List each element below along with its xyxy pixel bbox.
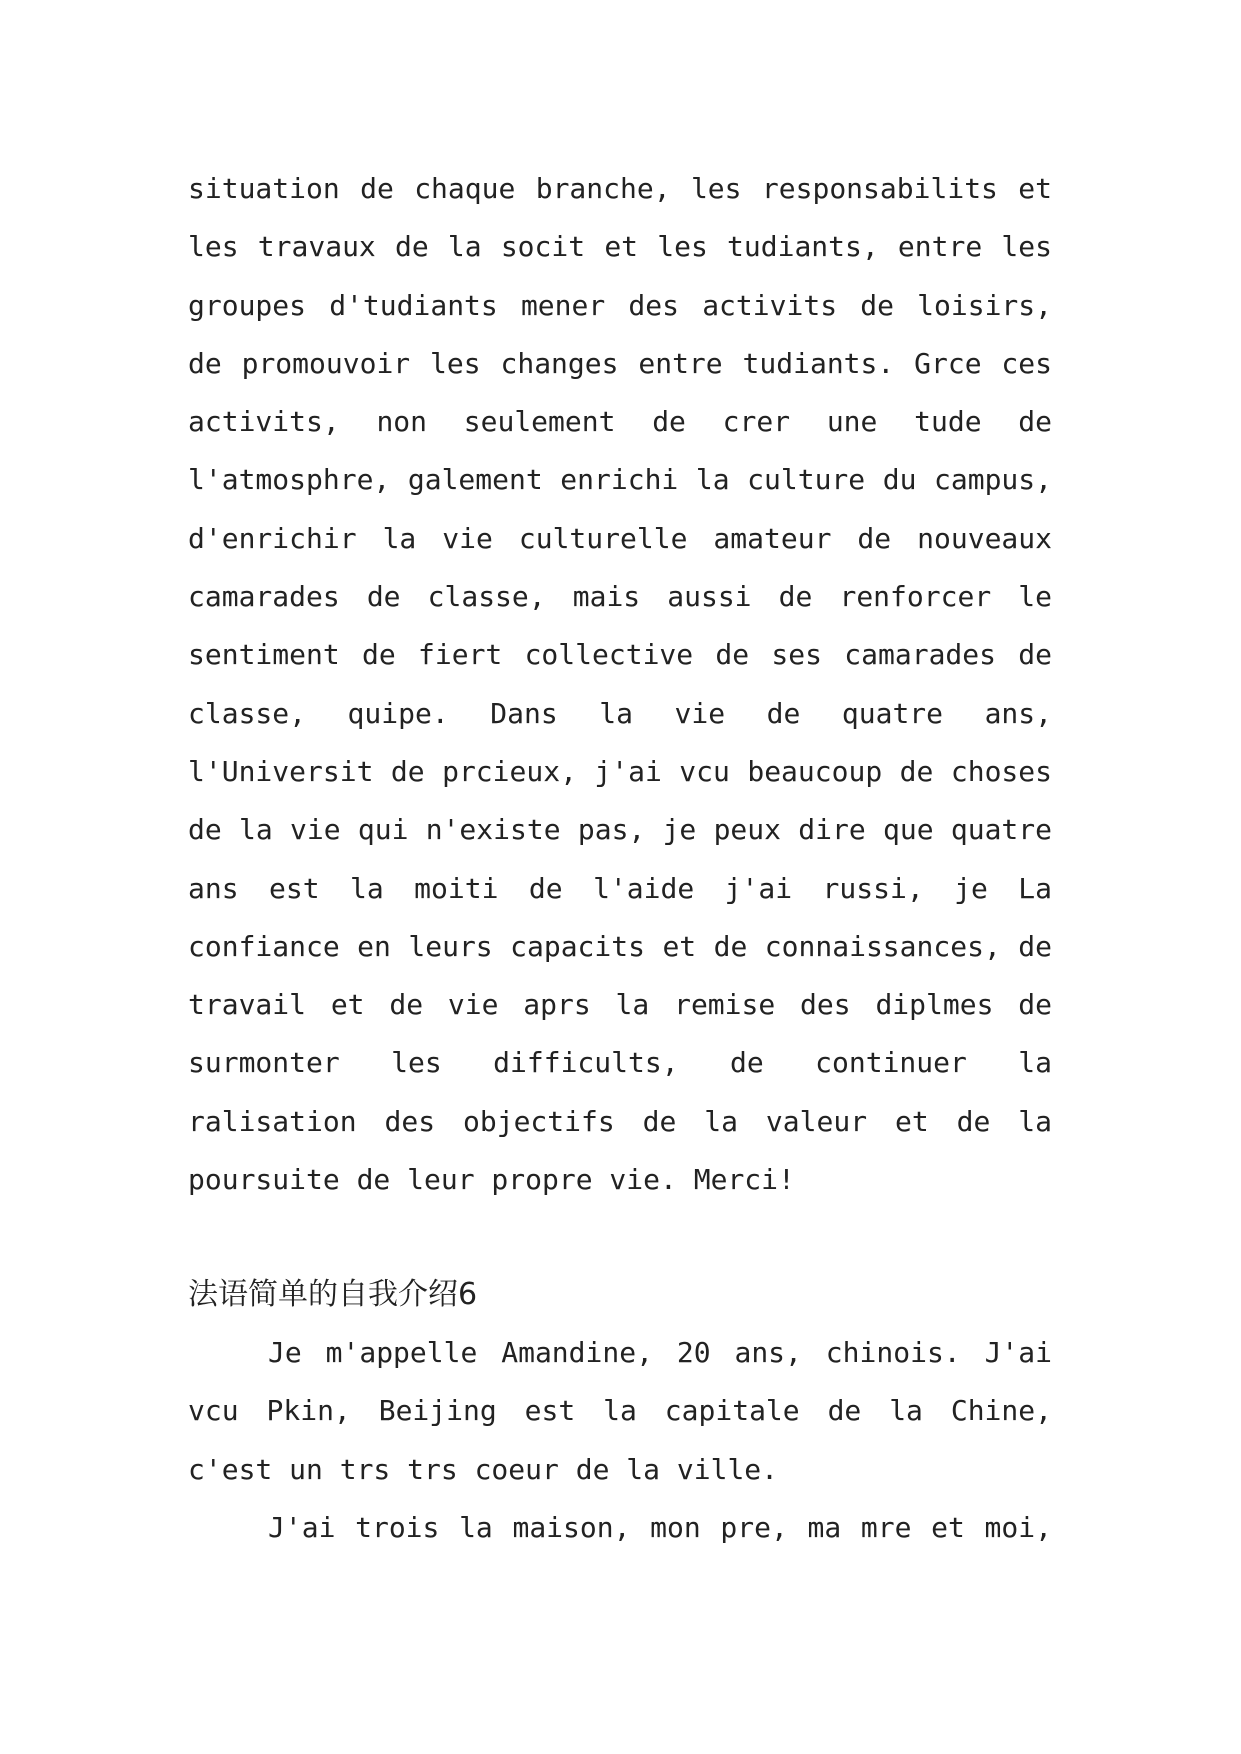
paragraph-main: [188, 160, 1052, 1209]
text-line: surmonter les difficults, de continuer la: [188, 1046, 1052, 1080]
text-line: classe, quipe. Dans la vie de quatre ans,: [188, 696, 1052, 730]
text-line: les travaux de la socit et les tudiants, entre les: [188, 230, 1052, 264]
text-line: camarades de classe, mais aussi de renforcer le: [188, 580, 1052, 614]
text-line: ans est la moiti de l'aide j'ai russi, je La: [188, 871, 1052, 905]
text-line: travail et de vie aprs la remise des diplmes de: [188, 988, 1052, 1022]
text-line: c'est un trs trs coeur de la ville.: [188, 1452, 779, 1486]
text-line: de la vie qui n'existe pas, je peux dire que quatre: [188, 813, 1052, 847]
text-line: situation de chaque branche, les responsabilits et: [188, 172, 1052, 205]
text-line: sentiment de fiert collective de ses camarades de: [188, 638, 1052, 672]
text-line: groupes d'tudiants mener des activits de loisirs,: [188, 288, 1052, 322]
section-heading: 法语简单的自我介绍6: [188, 1277, 478, 1312]
text-line: l'Universit de prcieux, j'ai vcu beaucoup de choses: [188, 754, 1052, 788]
paragraph-family: [188, 1499, 1052, 1557]
text-line: de promouvoir les changes entre tudiants. Grce ces: [188, 346, 1052, 380]
text-line: Je m'appelle Amandine, 20 ans, chinois. J'ai: [268, 1336, 1052, 1369]
text-line: J'ai trois la maison, mon pre, ma mre et moi,: [268, 1511, 1052, 1544]
text-line: poursuite de leur propre vie. Merci!: [188, 1163, 795, 1197]
paragraph-intro: [188, 1324, 1052, 1499]
text-line: d'enrichir la vie culturelle amateur de nouveaux: [188, 521, 1052, 555]
text-line: vcu Pkin, Beijing est la capitale de la Chine,: [188, 1394, 1052, 1428]
text-line: ralisation des objectifs de la valeur et de la: [188, 1104, 1052, 1138]
text-line: activits, non seulement de crer une tude de: [188, 405, 1052, 439]
text-line: confiance en leurs capacits et de connaissances, de: [188, 929, 1052, 963]
text-line: l'atmosphre, galement enrichi la culture du campus,: [188, 463, 1052, 497]
